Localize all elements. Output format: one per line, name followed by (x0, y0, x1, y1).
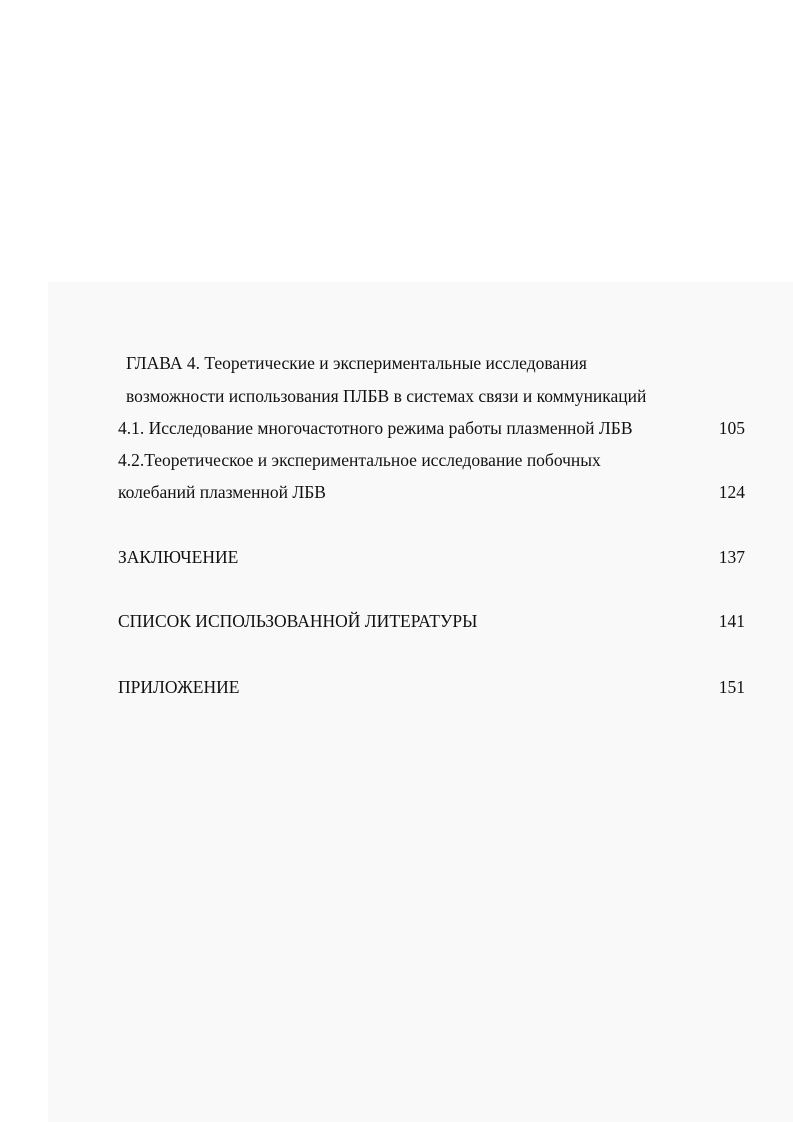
chapter-4-heading-line-1: ГЛАВА 4. Теоретические и экспериментальные исследования (126, 353, 587, 373)
references-title: СПИСОК ИСПОЛЬЗОВАННОЙ ЛИТЕРАТУРЫ (118, 611, 478, 631)
appendix-title: ПРИЛОЖЕНИЕ (118, 677, 240, 697)
section-4-1-title: 4.1. Исследование многочастотного режима работы плазменной ЛБВ (118, 418, 633, 438)
section-4-2-title-line-2: колебаний плазменной ЛБВ (118, 482, 326, 502)
appendix-page-number: 151 (718, 677, 745, 697)
conclusion-page-number: 137 (718, 547, 745, 567)
section-4-1-page-number: 105 (718, 418, 745, 438)
conclusion-title: ЗАКЛЮЧЕНИЕ (118, 547, 239, 567)
chapter-4-heading-line-2: возможности использования ПЛБВ в системах связи и коммуникаций (126, 386, 647, 406)
section-4-2-title-line-1: 4.2.Теоретическое и экспериментальное исследование побочных (118, 450, 601, 470)
references-page-number: 141 (718, 611, 745, 631)
section-4-2-page-number: 124 (718, 482, 745, 502)
